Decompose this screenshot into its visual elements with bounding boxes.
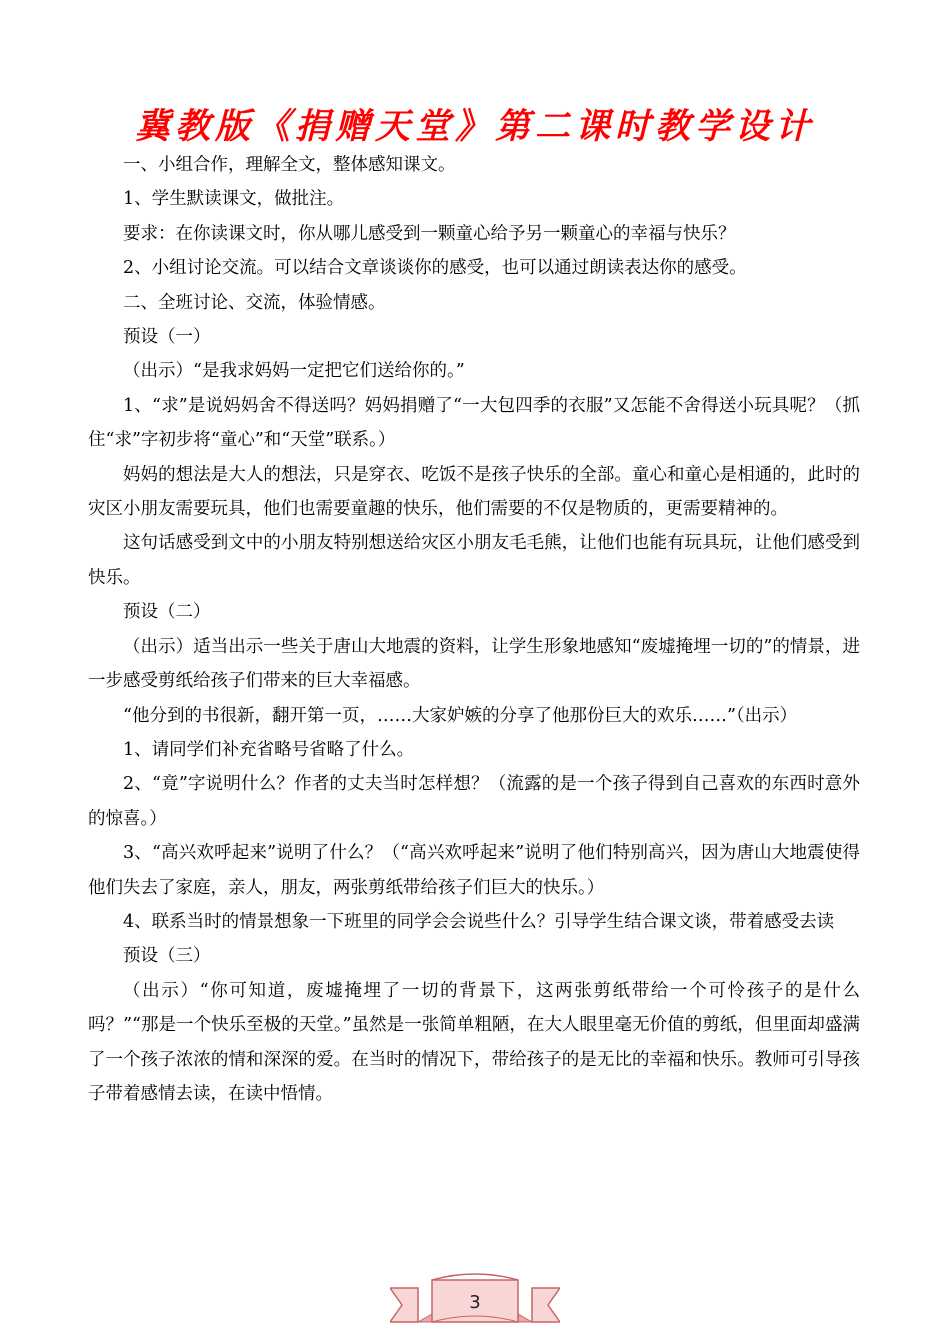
paragraph: 这句话感受到文中的小朋友特别想送给灾区小朋友毛毛熊，让他们也能有玩具玩，让他们感受到快乐。 [88, 533, 860, 588]
paragraph: 1、“求”是说妈妈舍不得送吗？妈妈捐赠了“一大包四季的衣服”又怎能不舍得送小玩具呢？（抓住“求”字初步将“童心”和“天堂”联系。） [88, 395, 860, 451]
document-body [88, 148, 860, 1111]
paragraph: （出示）“你可知道，废墟掩埋了一切的背景下，这两张剪纸带给一个可怜孩子的是什么吗？”“那是一个快乐至极的天堂。”虽然是一张简单粗陋，在大人眼里毫无价值的剪纸，但里面却盛满了一个孩子浓浓的情和深深的爱。在当时的情况下，带给孩子的是无比的幸福和快乐。教师可引导孩子带着感情去读，在读中悟情。 [88, 980, 860, 1104]
preset-heading-2: 预设（二） [123, 602, 211, 623]
paragraph: 2、“竟”字说明什么？作者的丈夫当时怎样想？（流露的是一个孩子得到自己喜欢的东西时意外的惊喜。） [88, 774, 860, 829]
quote-display: “他分到的书很新，翻开第一页，……大家妒嫉的分享了他那份巨大的欢乐……”（出示） [123, 705, 798, 726]
paragraph: 妈妈的想法是大人的想法，只是穿衣、吃饭不是孩子快乐的全部。童心和童心是相通的，此时的灾区小朋友需要玩具，他们也需要童趣的快乐，他们需要的不仅是物质的，更需要精神的。 [88, 464, 860, 520]
paragraph: 2、小组讨论交流。可以结合文章谈谈你的感受，也可以通过朗读表达你的感受。 [123, 258, 747, 279]
page-title: 冀教版《捐赠天堂》第二课时教学设计 [134, 107, 815, 147]
preset-heading-3: 预设（三） [123, 946, 211, 967]
paragraph: 1、请同学们补充省略号省略了什么。 [123, 739, 415, 760]
paragraph: 3、“高兴欢呼起来”说明了什么？（“高兴欢呼起来”说明了他们特别高兴，因为唐山大地震使得他们失去了家庭，亲人，朋友，两张剪纸带给孩子们巨大的快乐。） [88, 843, 860, 898]
paragraph: 4、联系当时的情景想象一下班里的同学会会说些什么？引导学生结合课文谈，带着感受去读 [123, 911, 835, 932]
section-heading-2: 二、全班讨论、交流，体验情感。 [123, 292, 386, 313]
section-heading-1: 一、小组合作，理解全文，整体感知课文。 [123, 155, 456, 175]
paragraph: （出示）适当出示一些关于唐山大地震的资料，让学生形象地感知“废墟掩埋一切的”的情景，进一步感受剪纸给孩子们带来的巨大幸福感。 [88, 636, 860, 692]
page-footer [390, 1268, 560, 1330]
preset-heading-1: 预设（一） [123, 327, 211, 348]
quote-display: （出示）“是我求妈妈一定把它们送给你的。” [123, 361, 465, 382]
paragraph: 要求：在你读课文时，你从哪儿感受到一颗童心给予另一颗童心的幸福与快乐？ [123, 223, 736, 244]
paragraph: 1、学生默读课文，做批注。 [123, 189, 345, 210]
page-number: 3 [469, 1292, 481, 1313]
